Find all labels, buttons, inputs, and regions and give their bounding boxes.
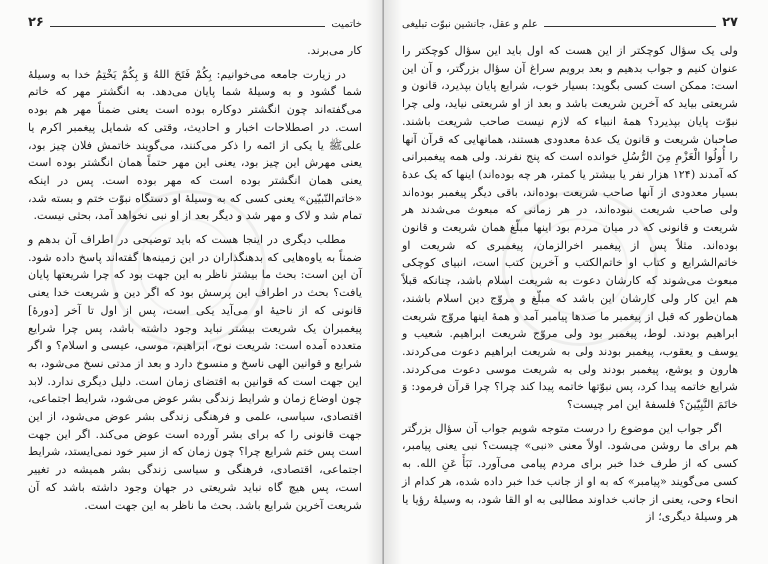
right-page-body <box>402 42 738 526</box>
header-rule <box>50 26 325 27</box>
left-running-head <box>28 14 362 30</box>
right-page <box>384 0 768 564</box>
page-shadow <box>384 0 402 564</box>
right-page-title: علم و عقل، جانشین نبوّت تبلیغی <box>402 19 538 30</box>
right-page-number: ۲۷ <box>722 15 738 30</box>
header-rule <box>544 26 716 27</box>
paragraph: کار می‌برند. <box>307 44 362 57</box>
paragraph: اگر جواب این موضوع را درست متوجه شویم جواب آن سؤال بزرگتر هم برای ما روشن می‌شود. اولاً معنی «نبی» چیست؟ نبی یعنی پیامبر، کسی که از طرف خدا خبر برای مردم پیامی می‌آورد. نَبَأَ عَنِ الله. به کسی می‌گویند «پیامبر» که به او از جانب خدا خبر داده شده، هر کدام از انحاء وحی، یعنی از جانب خداوند مطالبی به او القا شود، به وسیلهٔ رؤیا یا هر وسیلهٔ دیگری؛ از <box>402 421 738 524</box>
right-running-head <box>402 14 738 30</box>
left-page-title: خاتمیت <box>331 19 362 30</box>
left-page-number: ۲۶ <box>28 15 44 30</box>
paragraph: مطلب دیگری در اینجا هست که باید توضیحی در اطراف آن بدهم و ضمناً به یاوه‌هایی که بدهنگذاران در این زمینه‌ها گفته‌اند پاسخ داده شود. آن این است: بحث ما بیشتر ناظر به این جهت بود که چرا شریعتها پایان یافت؟ بحث در اطراف این پرسش بود که اگر دین و شریعت خدا یعنی قانونی که از ناحیهٔ او می‌آید یکی است، پس از اول تا آخر [دورهٔ] پیغمبران یک شریعت بیشتر نباید وجود داشته باشد، پس چرا شرایع متعدده آمده است: شریعت نوح، ابراهیم، موسی، عیسی و اسلام؟ و اگر شرایع و قوانین الهی ناسخ و منسوخ دارد و بعد از مدتی نسخ می‌شود، به این جهت است که قوانین به اقتضای زمان است. دلیل دیگری ندارد. لابد چون اوضاع زمان و شرایط زندگی بشر عوض می‌شود، شرایط اجتماعی، اقتصادی، سیاسی، علمی و فرهنگی زندگی بشر عوض می‌شود، از این جهت قانونی را که برای بشر آورده است عوض می‌کند. اگر این جهت است پس ختم شرایع چرا؟ چون زمان که از سیر خود نمی‌ایستد، شرایط اجتماعی، اقتصادی، فرهنگی و سیاسی زندگی بشر همیشه در تغییر است، پس هیچ گاه نباید شریعتی در جهان وجود داشته باشد که آن شریعت آخرین شرایع باشد. بحث ما ناظر به این جهت است. <box>27 233 362 512</box>
left-page-body <box>28 42 362 514</box>
paragraph: ولی یک سؤال کوچکتر از این هست که اول باید این سؤال کوچکتر را عنوان کنیم و جواب بدهیم و بعد برویم سراغ آن سؤال بزرگتر، و آن این است: ممکن است کسی بگوید: بسیار خوب، شرایع پایان بپذیرد، قانون و شریعتی بیاید که آخرین شریعت باشد و بعد از او شریعتی نیاید، ولی چرا نبوّت پایان بپذیرد؟ همهٔ انبیاء که لازم نیست صاحب شریعت باشند. صاحبان شریعت و قانون یک عدهٔ معدودی هستند، همانهایی که قرآن آنها را أُولُوا الْعَزْمِ مِنَ الرُّسُلِ خوانده است که پنج نفرند. ولی همه پیغمبرانی که آمدند (۱۲۴ هزار نفر یا بیشتر یا کمتر، هر چه بوده‌اند) اینها که یک عدهٔ بسیار معدودی از آنها صاحب شریعت بوده‌اند، باقی دیگر پیغمبر بوده‌اند ولی صاحب شریعت نبوده‌اند، در هر زمانی که مبعوث می‌شدند هر شریعت و قانونی که در میان مردم بود اینها مبلّغ همان شریعت و قانون بوده‌اند. مثلاً پس از پیغمبر اخرالزمان، پیغمبری که شریعت او خاتم‌الشرایع و کتاب او خاتم‌الکتب و آخرین کتب است، انبیای کوچکی مبعوث می‌شوند که کارشان دعوت به شریعت اسلام باشد، چنانکه قبلاً هم این کار ولی کارشان این باشد که مبلّغ و مروّج دین اسلام باشند، همان‌طور که قبل از پیغمبر ما صدها پیامبر آمد و همهٔ اینها مروّج شریعت ابراهیم بودند. لوط، پیغمبر بود ولی مروّج شریعت ابراهیم. شعیب و یوسف و یعقوب، پیغمبر بودند ولی به شریعت ابراهیم دعوت می‌کردند. هارون و یوشع، پیغمبر بودند ولی به شریعت موسی دعوت می‌کردند. شرایع خاتمه پیدا کرد، پس نبوّتها خاتمه پیدا کند چرا؟ چرا قرآن فرمود: وَ خاتَمَ النَّبِیّینَ؟ فلسفهٔ این امر چیست؟ <box>402 44 739 412</box>
paragraph: در زیارت جامعه می‌خوانیم: بِکُمْ فَتَحَ اللهُ وَ بِکُمْ یَخْتِمُ خدا به وسیلهٔ شما گشود و به وسیلهٔ شما پایان می‌دهد. به انگشتر مهر که خاتم می‌گفته‌اند چون انگشتر دوکاره بوده است یعنی ضمناً مهر هم بوده است. در اصطلاحات اخبار و احادیث، وقتی که شمایل پیغمبر اکرم یا علی‌ﷺ یا یکی از ائمه را ذکر می‌کنند، می‌گویند خاتمش فلان چیز بود، یعنی مهرش این چیز بود، یعنی این مهر حتماً همان انگشتر بوده است یعنی همان انگشتر بوده است که مهر بوده است. پس در اینکه «خاتم‌النّبیّین» یعنی کسی که به وسیلهٔ او دستگاه نبوّت ختم و بسته شد، تمام شد و لاک و مهر شد و دیگر بعد از او نبی نخواهد آمد، بحثی نیست. <box>28 67 362 223</box>
